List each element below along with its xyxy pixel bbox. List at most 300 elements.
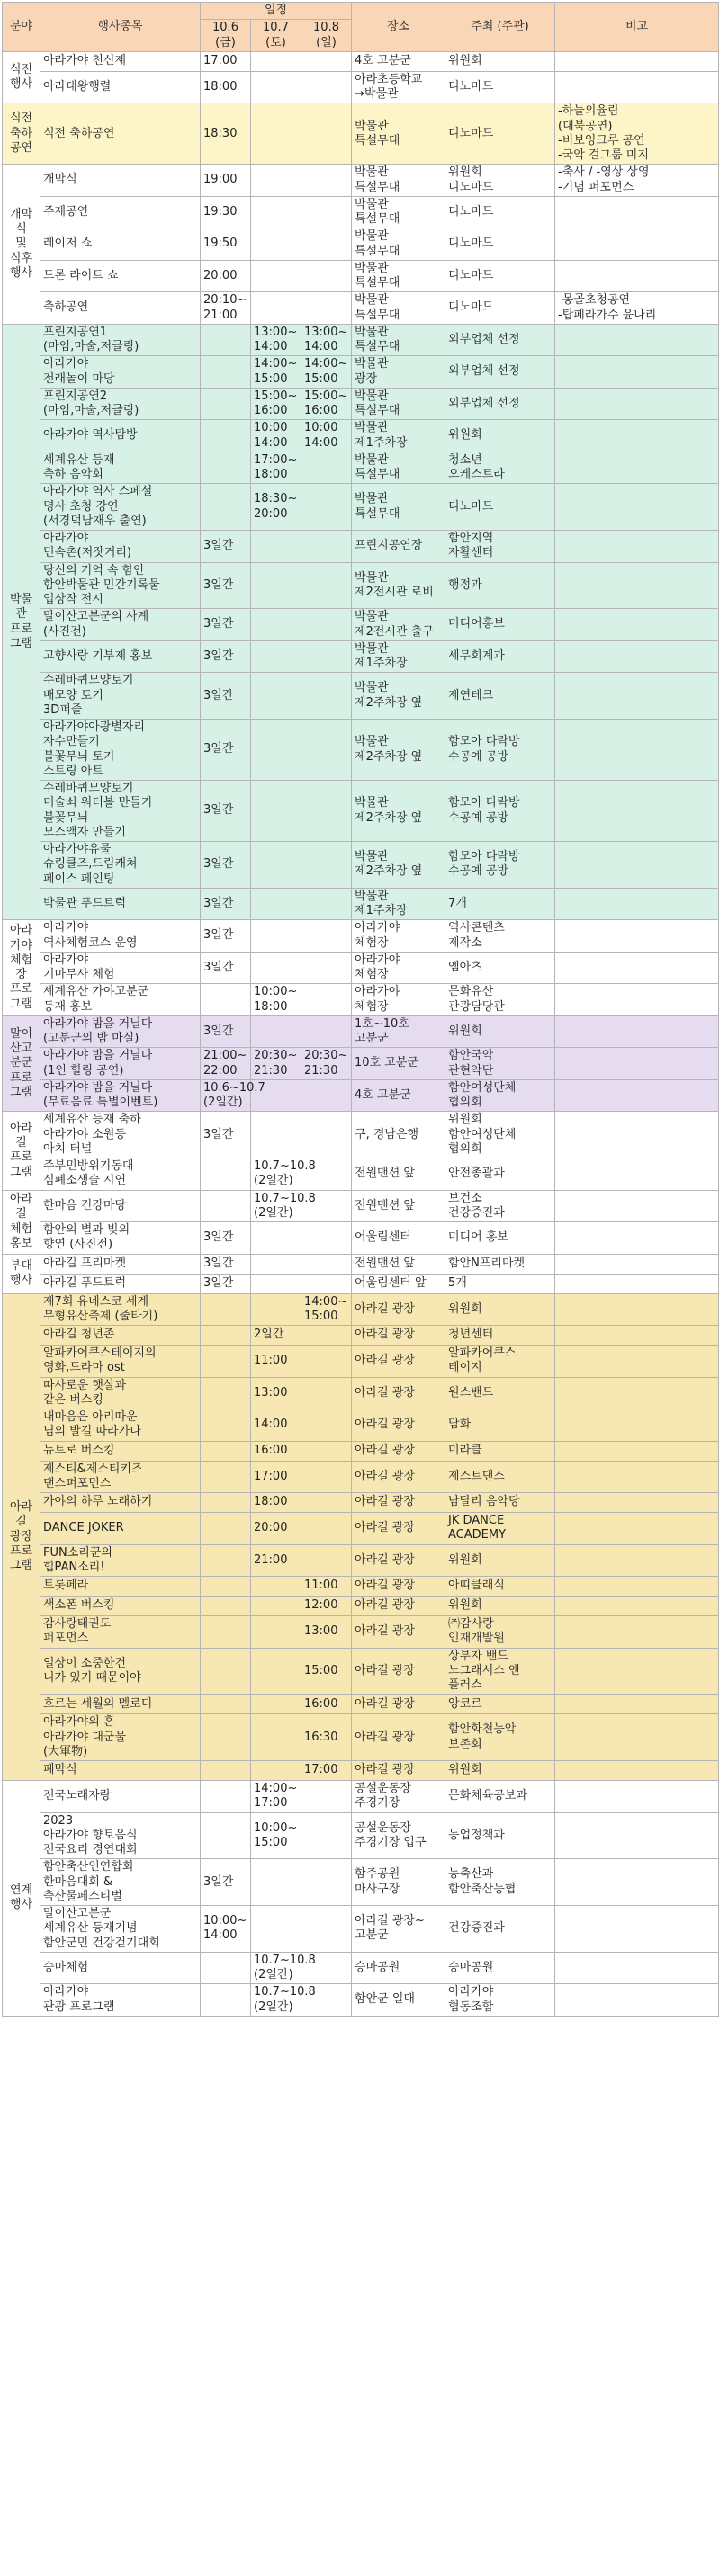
event-name: 아라가야 역사체험코스 운영 [40, 920, 201, 953]
event-name: 한마음 건강마당 [40, 1190, 201, 1222]
event-name: 당신의 기억 속 함안 함안박물관 민간기록물 입상작 전시 [40, 562, 201, 609]
event-name: 아라가야 민속촌(저잣거리) [40, 531, 201, 563]
day-2-cell: 10:00~ 15:00 [251, 1812, 302, 1859]
place-cell: 박물관 제1주차장 [352, 888, 446, 920]
table-row [3, 260, 719, 292]
day-1-cell [201, 420, 251, 452]
day-1-cell: 3일간 [201, 1015, 251, 1048]
place-cell: 아라길 광장 [352, 1493, 446, 1513]
table-row [3, 952, 719, 984]
day-2-cell [251, 1597, 302, 1616]
place-cell: 박물관 특설무대 [352, 452, 446, 484]
day-2-cell [251, 292, 302, 325]
host-cell: 승마공원 [446, 1952, 555, 1984]
day-3-cell [302, 1812, 352, 1859]
place-cell: 아라길 광장 [352, 1346, 446, 1378]
table-row [3, 1326, 719, 1346]
day-1-cell: 18:00 [201, 71, 251, 103]
note-cell [555, 1616, 719, 1649]
host-cell: 알파카어쿠스 테이지 [446, 1346, 555, 1378]
day-1-cell: 19:50 [201, 228, 251, 261]
day-3-cell [302, 165, 352, 197]
note-cell [555, 1254, 719, 1274]
event-name: 일상이 소중한건 니가 있기 때문이야 [40, 1648, 201, 1695]
day-1-cell [201, 1190, 251, 1222]
place-cell: 박물관 광장 [352, 356, 446, 389]
host-cell: 위원회 [446, 1293, 555, 1326]
note-cell [555, 1761, 719, 1781]
place-cell: 박물관 특설무대 [352, 484, 446, 531]
day-1-cell [201, 484, 251, 531]
place-cell: 함주공원 마사구장 [352, 1859, 446, 1906]
day-2-cell [251, 1906, 302, 1953]
day-1-cell [201, 1409, 251, 1442]
place-cell: 4호 고분군 [352, 51, 446, 71]
table-row [3, 1377, 719, 1409]
place-cell: 아라가야 체험장 [352, 920, 446, 953]
day-1-cell: 19:00 [201, 165, 251, 197]
day-2-cell [251, 1761, 302, 1781]
table-row [3, 1346, 719, 1378]
day-2-cell: 21:00 [251, 1544, 302, 1577]
host-cell: 담화 [446, 1409, 555, 1442]
note-cell [555, 420, 719, 452]
event-name: 가야의 하루 노래하기 [40, 1493, 201, 1513]
day-1-cell: 3일간 [201, 888, 251, 920]
festival-schedule-table [2, 2, 719, 2017]
place-cell: 전원맨션 앞 [352, 1190, 446, 1222]
day-2-cell: 20:30~ 21:30 [251, 1048, 302, 1080]
day-2-cell [251, 1616, 302, 1649]
note-cell [555, 1015, 719, 1048]
day-1-cell: 3일간 [201, 720, 251, 781]
day-1-cell: 3일간 [201, 920, 251, 953]
host-cell: 상부자 밴드 노그래서스 앤 플러스 [446, 1648, 555, 1695]
event-name: 승마체험 [40, 1952, 201, 1984]
day-1-cell [201, 1597, 251, 1616]
day-2-cell [251, 228, 302, 261]
place-cell: 프린지공연장 [352, 531, 446, 563]
header-host: 주최 (주관) [446, 3, 555, 52]
schedule-body [3, 51, 719, 2016]
day-1-cell [201, 1695, 251, 1714]
place-cell: 전원맨션 앞 [352, 1158, 446, 1191]
day-1-cell [201, 1377, 251, 1409]
day-1-cell [201, 1441, 251, 1461]
place-cell: 박물관 제2전시관 출구 [352, 609, 446, 641]
table-row [3, 1781, 719, 1813]
event-name: 프린지공연2 (마임,마술,저글링) [40, 388, 201, 420]
day-1-cell: 3일간 [201, 1859, 251, 1906]
day-3-cell [302, 1513, 352, 1545]
host-cell: 원스밴드 [446, 1377, 555, 1409]
note-cell [555, 1906, 719, 1953]
day-2-cell: 14:00 [251, 1409, 302, 1442]
category-cell: 아라 길 프로 그램 [3, 1112, 40, 1190]
place-cell: 10호 고분군 [352, 1048, 446, 1080]
table-row [3, 388, 719, 420]
event-name: 폐막식 [40, 1761, 201, 1781]
day-2-cell [251, 720, 302, 781]
table-row [3, 420, 719, 452]
note-cell [555, 1190, 719, 1222]
event-name: 아라가야유물 슈링클즈,드림캐쳐 페이스 페인팅 [40, 842, 201, 889]
category-cell: 부대 행사 [3, 1254, 40, 1293]
day-1-cell [201, 1812, 251, 1859]
day-2-cell: 13:00 [251, 1377, 302, 1409]
place-cell: 박물관 제1주차장 [352, 420, 446, 452]
host-cell: 위원회 함안여성단체 협의회 [446, 1112, 555, 1158]
table-row [3, 196, 719, 228]
note-cell [555, 920, 719, 953]
table-row [3, 452, 719, 484]
event-name: 식전 축하공연 [40, 103, 201, 165]
host-cell: 아라가야 협동조합 [446, 1984, 555, 2017]
category-cell: 말이 산고 분군 프로 그램 [3, 1015, 40, 1112]
day-2-cell [251, 1015, 302, 1048]
table-row [3, 1616, 719, 1649]
note-cell [555, 452, 719, 484]
day-1-cell [201, 1544, 251, 1577]
host-cell: ㈜감사랑 인재개발원 [446, 1616, 555, 1649]
note-cell [555, 1346, 719, 1378]
event-name: 아라길 프리마켓 [40, 1254, 201, 1274]
note-cell [555, 1513, 719, 1545]
day-2-cell [251, 1293, 302, 1326]
note-cell [555, 1048, 719, 1080]
place-cell: 아라길 광장 [352, 1377, 446, 1409]
place-cell: 아라길 광장 [352, 1513, 446, 1545]
table-row [3, 324, 719, 356]
day-1-cell: 10.6~10.7 (2일간) [201, 1079, 251, 1112]
day-3-cell [302, 1859, 352, 1906]
day-1-cell [201, 1493, 251, 1513]
event-name: 함안축산인연합회 한마음대회 & 축산물페스티벌 [40, 1859, 201, 1906]
table-row [3, 1952, 719, 1984]
note-cell: -축사 / -영상 상영 -기념 퍼포먼스 [555, 165, 719, 197]
host-cell: 제스트댄스 [446, 1461, 555, 1493]
table-row [3, 1112, 719, 1158]
event-name: 말이산고분군 세계유산 등재기념 함안군민 건강걷기대회 [40, 1906, 201, 1953]
table-row [3, 1577, 719, 1597]
event-name: 아라길 청년존 [40, 1326, 201, 1346]
note-cell [555, 1544, 719, 1577]
day-3-cell [302, 228, 352, 261]
place-cell: 공설운동장 주경기장 [352, 1781, 446, 1813]
day-2-cell: 20:00 [251, 1513, 302, 1545]
note-cell [555, 1714, 719, 1761]
day-3-cell [302, 484, 352, 531]
day-2-cell [251, 888, 302, 920]
place-cell: 박물관 특설무대 [352, 165, 446, 197]
event-name: 아라가야아광별자리 자수만들기 불꽃무늬 토기 스트링 아트 [40, 720, 201, 781]
day-3-cell [302, 1544, 352, 1577]
table-row [3, 1461, 719, 1493]
place-cell: 아라길 광장 [352, 1695, 446, 1714]
host-cell: 앙코르 [446, 1695, 555, 1714]
day-3-cell [302, 1906, 352, 1953]
place-cell: 박물관 특설무대 [352, 324, 446, 356]
note-cell [555, 71, 719, 103]
table-row [3, 888, 719, 920]
day-2-cell: 17:00 [251, 1461, 302, 1493]
table-row [3, 1222, 719, 1255]
host-cell: 7개 [446, 888, 555, 920]
place-cell: 박물관 제2주차장 옆 [352, 781, 446, 842]
note-cell [555, 356, 719, 389]
host-cell: 문화유산 관광담당관 [446, 984, 555, 1016]
day-1-cell [201, 1577, 251, 1597]
note-cell [555, 388, 719, 420]
note-cell: -하늘의율림 (대북공연) -비보잉크루 공연 -국악 걸그룹 미지 [555, 103, 719, 165]
note-cell [555, 1859, 719, 1906]
host-cell: 농업정책과 [446, 1812, 555, 1859]
place-cell: 박물관 특설무대 [352, 196, 446, 228]
table-row [3, 1812, 719, 1859]
table-row [3, 1597, 719, 1616]
place-cell: 아라초등학교 →박물관 [352, 71, 446, 103]
header-place: 장소 [352, 3, 446, 52]
note-cell [555, 51, 719, 71]
day-2-cell: 16:00 [251, 1441, 302, 1461]
table-row [3, 1544, 719, 1577]
day-1-cell: 3일간 [201, 1274, 251, 1293]
event-name: 전국노래자랑 [40, 1781, 201, 1813]
host-cell: 함모아 다락방 수공예 공방 [446, 720, 555, 781]
event-name: 박물관 푸드트럭 [40, 888, 201, 920]
event-name: 수레바퀴모양토기 배모양 토기 3D퍼즐 [40, 673, 201, 720]
day-3-cell: 13:00 [302, 1616, 352, 1649]
place-cell: 박물관 제2주차장 옆 [352, 842, 446, 889]
note-cell [555, 1812, 719, 1859]
day-1-cell: 20:10~ 21:00 [201, 292, 251, 325]
table-row [3, 720, 719, 781]
host-cell: 함모아 다락방 수공예 공방 [446, 781, 555, 842]
day-2-cell [251, 165, 302, 197]
place-cell: 아라길 광장 [352, 1326, 446, 1346]
event-name: 2023 아라가야 향토음식 전국요리 경연대회 [40, 1812, 201, 1859]
day-2-cell [251, 673, 302, 720]
note-cell [555, 1079, 719, 1112]
place-cell: 어울림센터 앞 [352, 1274, 446, 1293]
place-cell: 박물관 특설무대 [352, 388, 446, 420]
host-cell: 디노마드 [446, 484, 555, 531]
host-cell: 함모아 다락방 수공예 공방 [446, 842, 555, 889]
day-2-cell: 10:00~ 18:00 [251, 984, 302, 1016]
day-1-cell [201, 356, 251, 389]
note-cell [555, 673, 719, 720]
day-2-cell [251, 260, 302, 292]
day-3-cell [302, 1461, 352, 1493]
category-cell: 아라 가야 체험 장 프로 그램 [3, 920, 40, 1016]
event-name: 아라가야 역사 스페셜 명사 초청 강연 (서경덕남재우 출연) [40, 484, 201, 531]
day-2-cell: 2일간 [251, 1326, 302, 1346]
day-1-cell: 17:00 [201, 51, 251, 71]
host-cell: 위원회 [446, 1597, 555, 1616]
note-cell [555, 1377, 719, 1409]
day-2-cell: 11:00 [251, 1346, 302, 1378]
day-2-cell [251, 196, 302, 228]
event-name: 아라대왕행렬 [40, 71, 201, 103]
note-cell [555, 324, 719, 356]
day-1-cell: 3일간 [201, 531, 251, 563]
table-row [3, 1714, 719, 1761]
header-day-1: 10.6 (금) [201, 20, 251, 52]
table-row [3, 781, 719, 842]
day-3-cell [302, 1274, 352, 1293]
day-3-cell [302, 1409, 352, 1442]
day-1-cell [201, 984, 251, 1016]
day-3-cell: 17:00 [302, 1761, 352, 1781]
day-1-cell: 3일간 [201, 842, 251, 889]
event-name: 아라가야 밤을 거닐다 (고분군의 밤 마실) [40, 1015, 201, 1048]
day-1-cell [201, 1326, 251, 1346]
day-3-cell: 10:00 14:00 [302, 420, 352, 452]
event-name: 고향사랑 기부제 홍보 [40, 640, 201, 673]
day-1-cell [201, 1513, 251, 1545]
note-cell [555, 562, 719, 609]
note-cell: -몽골초청공연 -탑페라가수 윤나리 [555, 292, 719, 325]
place-cell: 아라길 광장 [352, 1441, 446, 1461]
table-row [3, 1695, 719, 1714]
event-name: 말이산고분군의 사계 (사진전) [40, 609, 201, 641]
note-cell [555, 1112, 719, 1158]
place-cell: 전원맨션 앞 [352, 1254, 446, 1274]
table-row [3, 51, 719, 71]
day-3-cell [302, 888, 352, 920]
place-cell: 공설운동장 주경기장 입구 [352, 1812, 446, 1859]
day-1-cell: 3일간 [201, 781, 251, 842]
place-cell: 승마공원 [352, 1952, 446, 1984]
day-1-cell: 20:00 [201, 260, 251, 292]
day-3-cell [302, 984, 352, 1016]
place-cell: 박물관 특설무대 [352, 103, 446, 165]
host-cell: 외부업체 선정 [446, 388, 555, 420]
place-cell: 1호~10호 고분군 [352, 1015, 446, 1048]
place-cell: 아라가야 체험장 [352, 952, 446, 984]
table-row [3, 484, 719, 531]
host-cell: 디노마드 [446, 292, 555, 325]
day-3-cell: 15:00 [302, 1648, 352, 1695]
place-cell: 아라길 광장 [352, 1597, 446, 1616]
day-3-cell [302, 1326, 352, 1346]
place-cell: 박물관 특설무대 [352, 292, 446, 325]
table-row [3, 1293, 719, 1326]
page [0, 2, 720, 2576]
day-3-cell: 20:30~ 21:30 [302, 1048, 352, 1080]
event-name: 수레바퀴모양토기 미술쇠 워터볼 만들기 불꽃무늬 모스액자 만들기 [40, 781, 201, 842]
host-cell: 미라클 [446, 1441, 555, 1461]
place-cell: 아라길 광장 [352, 1293, 446, 1326]
table-row [3, 165, 719, 197]
event-name: 프린지공연1 (마임,마술,저글링) [40, 324, 201, 356]
place-cell: 아라길 광장~ 고분군 [352, 1906, 446, 1953]
day-1-cell [201, 1158, 251, 1191]
host-cell: 디노마드 [446, 71, 555, 103]
host-cell: 외부업체 선정 [446, 324, 555, 356]
host-cell: 건강증진과 [446, 1906, 555, 1953]
table-row [3, 1648, 719, 1695]
day-1-cell: 19:30 [201, 196, 251, 228]
day-3-cell: 12:00 [302, 1597, 352, 1616]
note-cell [555, 1461, 719, 1493]
host-cell: 위원회 [446, 420, 555, 452]
day-3-cell [302, 640, 352, 673]
day-1-cell: 3일간 [201, 1112, 251, 1158]
place-cell: 아라길 광장 [352, 1761, 446, 1781]
host-cell: 함안N프리마켓 [446, 1254, 555, 1274]
table-row [3, 1513, 719, 1545]
day-3-cell [302, 71, 352, 103]
note-cell [555, 1326, 719, 1346]
event-name: 주제공연 [40, 196, 201, 228]
place-cell: 박물관 제2전시관 로비 [352, 562, 446, 609]
day-1-cell: 10:00~ 14:00 [201, 1906, 251, 1953]
host-cell: 함안화천농악 보존회 [446, 1714, 555, 1761]
category-cell: 식전 행사 [3, 51, 40, 103]
day-2-cell: 10.7~10.8 (2일간) [251, 1952, 302, 1984]
day-3-cell [302, 1441, 352, 1461]
day-1-cell [201, 1781, 251, 1813]
event-name: 드론 라이트 쇼 [40, 260, 201, 292]
table-row [3, 1079, 719, 1112]
table-row [3, 1859, 719, 1906]
event-name: 세계유산 등재 축하 음악회 [40, 452, 201, 484]
host-cell: JK DANCE ACADEMY [446, 1513, 555, 1545]
event-name: FUN소리꾼의 힙PAN소리! [40, 1544, 201, 1577]
event-name: 함안의 별과 빛의 향연 (사진전) [40, 1222, 201, 1255]
place-cell: 박물관 특설무대 [352, 228, 446, 261]
place-cell: 아라길 광장 [352, 1461, 446, 1493]
note-cell [555, 842, 719, 889]
day-1-cell [201, 1648, 251, 1695]
host-cell: 함안여성단체 협의회 [446, 1079, 555, 1112]
day-3-cell [302, 781, 352, 842]
table-row [3, 1274, 719, 1293]
day-1-cell: 3일간 [201, 1254, 251, 1274]
day-1-cell [201, 1984, 251, 2017]
place-cell: 박물관 제2주차장 옆 [352, 673, 446, 720]
note-cell [555, 1493, 719, 1513]
event-name: 뉴트로 버스킹 [40, 1441, 201, 1461]
place-cell: 아라길 광장 [352, 1409, 446, 1442]
event-name: 따사로운 햇살과 같은 버스킹 [40, 1377, 201, 1409]
place-cell: 4호 고분군 [352, 1079, 446, 1112]
event-name: 알파카어쿠스테이지의 영화,드라마 ost [40, 1346, 201, 1378]
day-2-cell: 14:00~ 15:00 [251, 356, 302, 389]
header-event: 행사종목 [40, 3, 201, 52]
table-row [3, 1254, 719, 1274]
place-cell: 박물관 제1주차장 [352, 640, 446, 673]
day-2-cell [251, 842, 302, 889]
table-row [3, 1409, 719, 1442]
host-cell: 청년센터 [446, 1326, 555, 1346]
host-cell: 함안국악 관현악단 [446, 1048, 555, 1080]
day-3-cell [302, 952, 352, 984]
day-3-cell: 14:00~ 15:00 [302, 1293, 352, 1326]
event-name: 아라가야 밤을 거닐다 (무료음료 특별이벤트) [40, 1079, 201, 1112]
note-cell [555, 1952, 719, 1984]
category-cell: 식전 축하 공연 [3, 103, 40, 165]
event-name: 제7회 유네스코 세계 무형유산축제 (줄타기) [40, 1293, 201, 1326]
note-cell [555, 1577, 719, 1597]
table-row [3, 673, 719, 720]
table-row [3, 1761, 719, 1781]
host-cell: 제연테크 [446, 673, 555, 720]
day-2-cell: 10:00 14:00 [251, 420, 302, 452]
day-2-cell: 10.7~10.8 (2일간) [251, 1190, 302, 1222]
day-3-cell [302, 842, 352, 889]
